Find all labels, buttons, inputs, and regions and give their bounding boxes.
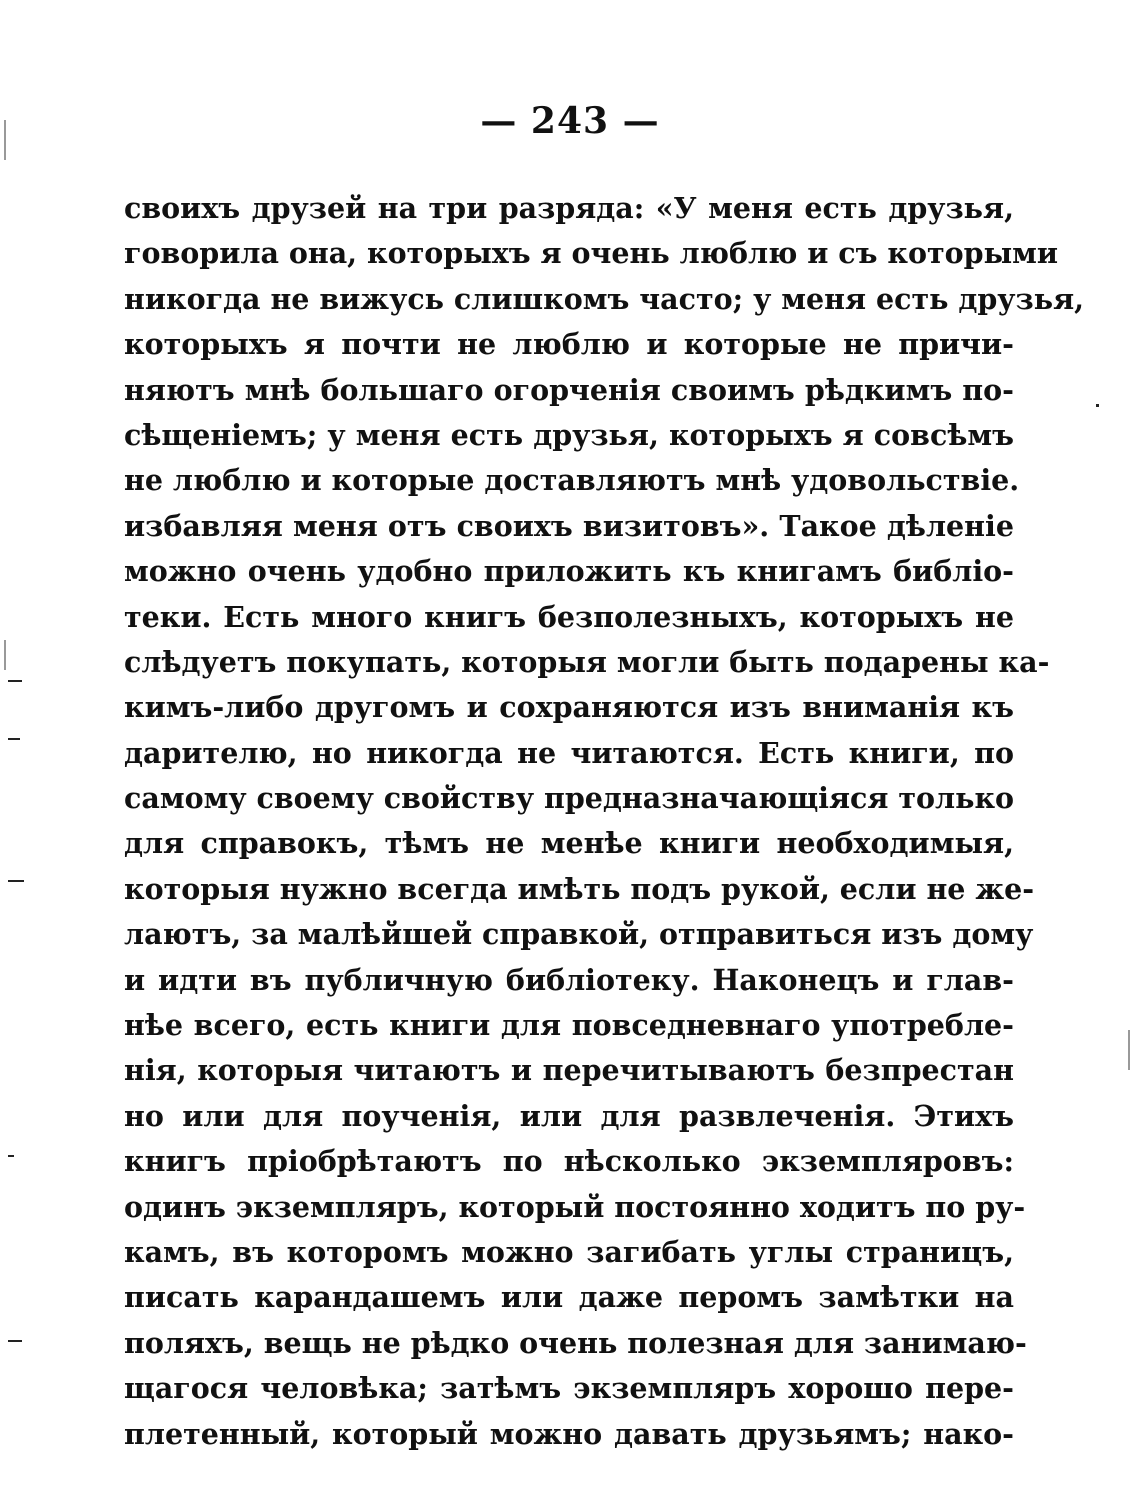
body-text (124, 186, 1085, 1457)
text-line: говорила она, которыхъ я очень люблю и съ которыми (124, 236, 1059, 271)
margin-mark (4, 640, 6, 670)
margin-mark (1096, 404, 1099, 407)
text-line: которыя нужно всегда имѣть подъ рукой, если не же- (124, 871, 1035, 906)
margin-mark (1128, 1030, 1130, 1070)
text-line: самому своему свойству предназначающіяся только (124, 781, 1015, 816)
text-line: книгъ пріобрѣтаютъ по нѣсколько экземпляровъ: (124, 1144, 1014, 1179)
text-line: одинъ экземпляръ, который постоянно ходитъ по ру- (124, 1189, 1026, 1224)
text-line: избавляя меня отъ своихъ визитовъ». Такое дѣленіе (124, 508, 1014, 543)
text-line: сѣщеніемъ; у меня есть друзья, которыхъ я совсѣмъ (124, 417, 1014, 452)
text-line: теки. Есть много книгъ безполезныхъ, которыхъ не (124, 599, 1014, 634)
text-line: для справокъ, тѣмъ не менѣе книги необходимыя, (124, 826, 1014, 861)
text-line: не люблю и которые доставляютъ мнѣ удовольствіе. (124, 463, 1020, 498)
margin-mark (8, 1155, 14, 1157)
margin-mark (8, 680, 22, 682)
text-line: нѣе всего, есть книги для повседневнаго употребле- (124, 1008, 1014, 1043)
text-line: которыхъ я почти не люблю и которые не причи- (124, 327, 1014, 362)
text-line: и идти въ публичную библіотеку. Наконецъ и глав- (124, 962, 1014, 997)
text-line: слѣдуетъ покупать, которыя могли быть подарены ка- (124, 644, 1050, 679)
margin-mark (8, 880, 24, 882)
text-line: нія, которыя читаютъ и перечитываютъ безпрестан (124, 1053, 1014, 1088)
text-line: щагося человѣка; затѣмъ экземпляръ хорошо пере- (124, 1371, 1014, 1406)
text-line: никогда не вижусь слишкомъ часто; у меня есть друзья, (124, 281, 1085, 316)
margin-mark (4, 120, 6, 160)
text-line: но или для поученія, или для развлеченія. Этихъ (124, 1098, 1014, 1133)
text-line: писать карандашемъ или даже перомъ замѣтки на (124, 1280, 1014, 1315)
text-line: лаютъ, за малѣйшей справкой, отправиться изъ дому (124, 917, 1034, 952)
text-line: своихъ друзей на три разряда: «У меня есть друзья, (124, 191, 1014, 225)
margin-mark (8, 1340, 22, 1342)
text-line: кимъ-либо другомъ и сохраняются изъ вниманія къ (124, 690, 1014, 725)
text-line: можно очень удобно приложить къ книгамъ библіо- (124, 554, 1014, 589)
text-line: камъ, въ которомъ можно загибать углы страницъ, (124, 1234, 1014, 1269)
text-line: плетенный, который можно давать друзьямъ; нако- (124, 1416, 1014, 1451)
margin-mark (8, 738, 20, 740)
text-line: няютъ мнѣ большаго огорченія своимъ рѣдкимъ по- (124, 372, 1014, 407)
page-number: — 243 — (480, 100, 660, 142)
text-line: дарителю, но никогда не читаются. Есть книги, по (124, 735, 1014, 770)
text-line: поляхъ, вещь не рѣдко очень полезная для занимаю- (124, 1325, 1027, 1360)
